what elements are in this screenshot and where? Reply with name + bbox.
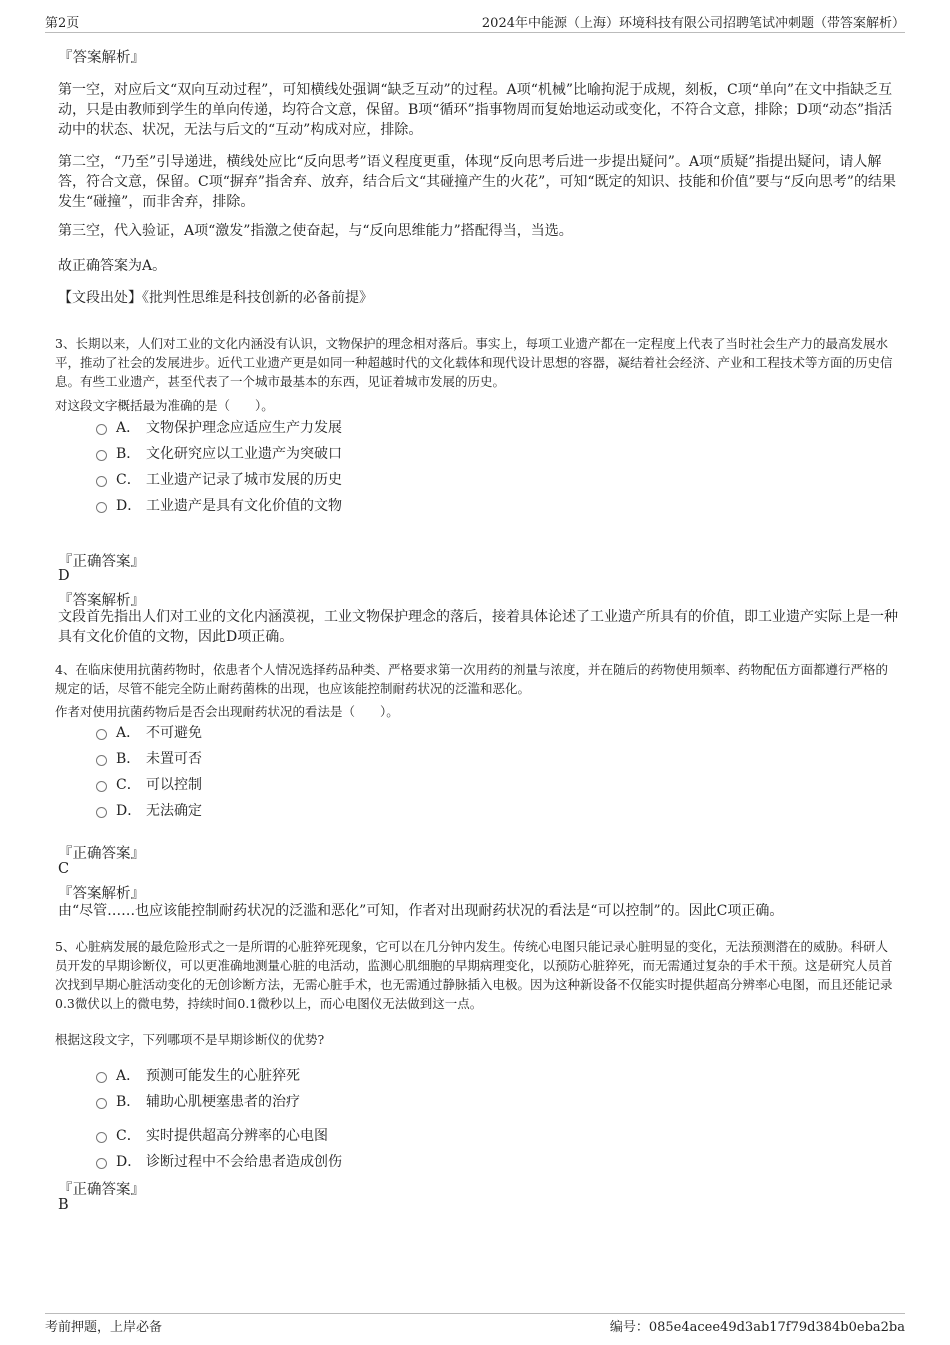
- document-title: 2024年中能源（上海）环境科技有限公司招聘笔试冲刺题（带答案解析）: [481, 16, 905, 31]
- option-c[interactable]: C． 实时提供超高分辨率的心电图: [96, 1122, 342, 1148]
- question-4-stem: 4、在临床使用抗菌药物时，依患者个人情况选择药品种类、严格要求第一次用药的剂量与浓度，并在随后的药物使用频率、药物配伍方面都遵行严格的规定的话，尽管不能完全防止耐药菌株的出现，也应该能控制耐药状况的泛滥和恶化。: [55, 662, 888, 696]
- page-header: [45, 12, 905, 33]
- option-d[interactable]: D． 无法确定: [96, 797, 202, 823]
- radio-icon[interactable]: [96, 1072, 107, 1083]
- correct-answer-tag: 『正确答案』: [58, 1182, 145, 1198]
- radio-icon[interactable]: [96, 755, 107, 766]
- option-d[interactable]: D． 诊断过程中不会给患者造成创伤: [96, 1148, 342, 1174]
- option-c[interactable]: C． 工业遗产记录了城市发展的历史: [96, 466, 342, 492]
- page-number: 第2页: [45, 16, 80, 31]
- radio-icon[interactable]: [96, 807, 107, 818]
- question-5-options: [96, 1062, 342, 1174]
- analysis-tag: 『答案解析』: [58, 50, 145, 66]
- question-5-prompt: 根据这段文字，下列哪项不是早期诊断仪的优势?: [55, 1032, 325, 1047]
- option-a[interactable]: A． 不可避免: [96, 719, 202, 745]
- radio-icon[interactable]: [96, 450, 107, 461]
- correct-answer: B: [58, 1197, 69, 1213]
- option-c[interactable]: C． 可以控制: [96, 771, 202, 797]
- correct-answer: D: [58, 568, 70, 584]
- option-a[interactable]: A． 预测可能发生的心脏猝死: [96, 1062, 342, 1088]
- analysis-paragraph-4: 故正确答案为A。: [58, 258, 167, 274]
- document-id: 编号：085e4acee49d3ab17f79d384b0eba2ba: [609, 1320, 905, 1335]
- radio-icon[interactable]: [96, 1098, 107, 1109]
- radio-icon[interactable]: [96, 1158, 107, 1169]
- analysis-paragraph-1: 第一空，对应后文“双向互动过程”，可知横线处强调“缺乏互动”的过程。A项“机械”比喻拘泥于成规，刻板，C项“单向”在文中指缺乏互动，只是由教师到学生的单向传递，均符合文意，保留。B项“循环”指事物周而复始地运动或变化，不符合文意，排除；D项“动态”指活动中的状态、状况，无法与后文的“互动”构成对应，排除。: [58, 82, 893, 138]
- correct-answer-tag: 『正确答案』: [58, 846, 145, 862]
- radio-icon[interactable]: [96, 729, 107, 740]
- correct-answer: C: [58, 861, 70, 877]
- question-4-options: [96, 719, 202, 823]
- option-a[interactable]: A． 文物保护理念应适应生产力发展: [96, 414, 342, 440]
- question-4-analysis: 由“尽管……也应该能控制耐药状况的泛滥和恶化”可知，作者对出现耐药状况的看法是“可以控制”的。因此C项正确。: [58, 903, 784, 919]
- question-3-options: [96, 414, 342, 518]
- analysis-paragraph-3: 第三空，代入验证，A项“激发”指激之使奋起，与“反向思维能力”搭配得当，当选。: [58, 223, 573, 239]
- option-b[interactable]: B． 文化研究应以工业遗产为突破口: [96, 440, 342, 466]
- analysis-paragraph-2: 第二空，“乃至”引导递进，横线处应比“反向思考”语义程度更重，体现“反向思考后进一步提出疑问”。A项“质疑”指提出疑问，请人解答，符合文意，保留。C项“摒弃”指舍弃、放弃，结合后文“其碰撞产生的火花”，可知“既定的知识、技能和价值”要与“反向思考”的结果发生“碰撞”，而非舍弃，排除。: [58, 154, 896, 210]
- question-4-prompt: 作者对使用抗菌药物后是否会出现耐药状况的看法是（ ）。: [55, 704, 399, 719]
- radio-icon[interactable]: [96, 476, 107, 487]
- source-note: 【文段出处】《批判性思维是科技创新的必备前提》: [58, 290, 373, 306]
- radio-icon[interactable]: [96, 424, 107, 435]
- radio-icon[interactable]: [96, 1132, 107, 1143]
- question-5-stem: 5、心脏病发展的最危险形式之一是所谓的心脏猝死现象，它可以在几分钟内发生。传统心电图只能记录心脏明显的变化，无法预测潜在的威胁。科研人员开发的早期诊断仪，可以更准确地测量心脏的电活动，监测心肌细胞的早期病理变化，以预防心脏猝死，而无需通过复杂的手术干预。这是研究人员首次找到早期心脏活动变化的无创诊断方法，无需心脏手术，也无需通过静脉插入电极。因为这种新设备不仅能实时提供超高分辨率心电图，而且还能记录0.3微伏以上的微电势，持续时间0.1微秒以上，而心电图仪无法做到这一点。: [55, 939, 893, 1011]
- option-b[interactable]: B． 辅助心肌梗塞患者的治疗: [96, 1088, 342, 1114]
- analysis-tag: 『答案解析』: [58, 593, 145, 609]
- question-3-analysis: 文段首先指出人们对工业的文化内涵漠视，工业文物保护理念的落后，接着具体论述了工业遗产所具有的价值，即工业遗产实际上是一种具有文化价值的文物，因此D项正确。: [58, 609, 898, 645]
- correct-answer-tag: 『正确答案』: [58, 554, 145, 570]
- radio-icon[interactable]: [96, 781, 107, 792]
- footer-slogan: 考前押题，上岸必备: [45, 1320, 163, 1335]
- option-b[interactable]: B． 未置可否: [96, 745, 202, 771]
- question-3-prompt: 对这段文字概括最为准确的是（ ）。: [55, 398, 274, 413]
- analysis-tag: 『答案解析』: [58, 886, 145, 902]
- question-3-stem: 3、长期以来，人们对工业的文化内涵没有认识，文物保护的理念相对落后。事实上，每项工业遗产都在一定程度上代表了当时社会生产力的最高发展水平，推动了社会的发展进步。近代工业遗产更是如同一种超越时代的文化载体和现代设计思想的容器，凝结着社会经济、产业和工程技术等方面的历史信息。有些工业遗产，甚至代表了一个城市最基本的东西，见证着城市发展的历史。: [55, 336, 893, 389]
- radio-icon[interactable]: [96, 502, 107, 513]
- page-footer: [45, 1313, 905, 1336]
- option-d[interactable]: D． 工业遗产是具有文化价值的文物: [96, 492, 342, 518]
